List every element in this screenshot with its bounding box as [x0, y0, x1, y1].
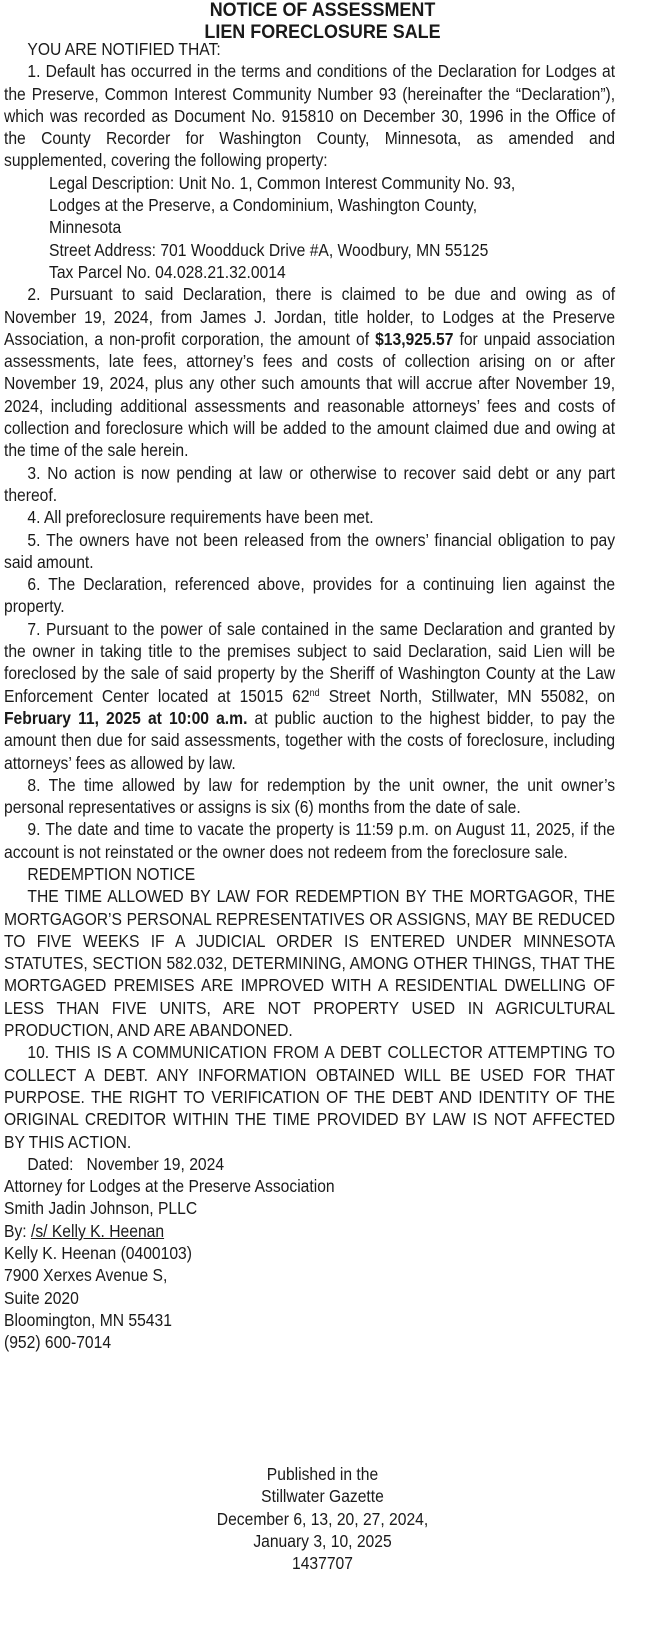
- tax-parcel: Tax Parcel No. 04.028.21.32.0014: [49, 261, 286, 282]
- legal-line: Lodges at the Preserve, a Condominium, Washington County,: [49, 195, 478, 216]
- paragraph-3: 3. No action is now pending at law or otherwise to recover said debt or any part thereof.: [4, 462, 616, 505]
- paragraph-8: 8. The time allowed by law for redemption by the unit owner, the unit owner’s personal representatives or assigns is six (6) months from the date of sale.: [4, 774, 616, 818]
- city-state-zip: Bloomington, MN 55431: [4, 1309, 172, 1330]
- publication-line: Published in the: [266, 1464, 379, 1484]
- publication-info: [32, 1463, 613, 1574]
- legal-line: Legal Description: Unit No. 1, Common Interest Community No. 93,: [49, 172, 516, 193]
- notice-title: [26, 0, 619, 43]
- dated: Dated: November 19, 2024: [27, 1153, 225, 1174]
- p2-text: for unpaid association assessments, late fees, attorney’s fees and costs of collection arising on or after November 19, 2024, plus any other such amounts that will accrue after November 19, 2024, including additional assessments and reasonable attorneys’ fees and costs of collection and foreclosure which will be added to the amount claimed due and owing at the time of the sale herein.: [4, 328, 616, 461]
- paragraph-9: 9. The date and time to vacate the property is 11:59 p.m. on August 11, 2025, if the account is not reinstated or the owner does not redeem from the foreclosure sale.: [4, 819, 616, 862]
- paragraph-6: 6. The Declaration, referenced above, provides for a continuing lien against the property.: [4, 574, 616, 617]
- paragraph-7: [4, 618, 615, 774]
- newspaper-name: Stillwater Gazette: [261, 1486, 384, 1507]
- notice-body: [4, 38, 615, 1354]
- p7-text: at public auction to the highest bidder, to pay the amount then due for said assessments, together with the costs of foreclosure, including attorneys’ fees as allowed by law.: [4, 707, 616, 773]
- redemption-heading: REDEMPTION NOTICE: [27, 863, 196, 884]
- intro: YOU ARE NOTIFIED THAT:: [27, 39, 221, 59]
- address-line-1: 7900 Xerxes Avenue S,: [4, 1265, 168, 1286]
- law-firm: Smith Jadin Johnson, PLLC: [4, 1198, 198, 1219]
- signed-by: [4, 1220, 615, 1242]
- p2-text: 2. Pursuant to said Declaration, there is claimed to be due and owing as of November 19, 2024, from James J. Jordan, title holder, to Lodges at the Preserve Association, a non-profit corporation, the amount of: [4, 284, 616, 349]
- publication-dates: December 6, 13, 20, 27, 2024,: [216, 1508, 429, 1529]
- p7-text: Street North, Stillwater, MN 55082, on: [319, 685, 616, 706]
- attorney-for: Attorney for Lodges at the Preserve Association: [4, 1176, 335, 1197]
- amount-owed: $13,925.57: [375, 328, 454, 349]
- address-line-2: Suite 2020: [4, 1287, 79, 1308]
- by-label: By:: [4, 1220, 31, 1241]
- legal-line: Minnesota: [49, 217, 122, 238]
- phone-number: (952) 600-7014: [4, 1332, 112, 1353]
- notice-id: 1437707: [292, 1553, 353, 1574]
- paragraph-10: 10. THIS IS A COMMUNICATION FROM A DEBT COLLECTOR ATTEMPTING TO COLLECT A DEBT. ANY INFORMATION OBTAINED WILL BE USED FOR THAT PURPOSE. THE RIGHT TO VERIFICATION OF THE DEBT AND IDENTITY OF THE ORIGINAL CREDITOR WITHIN THE TIME PROVIDED BY LAW IS NOT AFFECTED BY THIS ACTION.: [4, 1042, 616, 1152]
- property-description: [49, 172, 615, 283]
- p7-text: 7. Pursuant to the power of sale contained in the same Declaration and granted by the owner in taking title to the premises subject to said Declaration, said Lien will be foreclosed by the sale of said property by the Sheriff of Washington County at the Law Enforcement Center located at 15015 62: [4, 618, 616, 706]
- title-line-1: NOTICE OF ASSESSMENT: [209, 0, 436, 21]
- signature-block: [4, 1175, 615, 1353]
- paragraph-5: 5. The owners have not been released from the owners’ financial obligation to pay said amount.: [4, 529, 616, 572]
- sale-date: February 11, 2025 at 10:00 a.m.: [4, 707, 248, 728]
- paragraph-1: 1. Default has occurred in the terms and conditions of the Declaration for Lodges at the Preserve, Common Interest Community Number 93 (hereinafter the “Declaration”), which was recorded as Document No. 915810 on December 30, 1996 in the Office of the County Recorder for Washington County, Minnesota, as amended and supplemented, covering the following property:: [4, 61, 616, 171]
- paragraph-2: [4, 283, 615, 461]
- paragraph-4: 4. All preforeclosure requirements have been met.: [27, 507, 374, 528]
- publication-dates: January 3, 10, 2025: [253, 1530, 392, 1551]
- signature: /s/ Kelly K. Heenan: [30, 1220, 165, 1241]
- attorney-name: Kelly K. Heenan (0400103): [4, 1243, 192, 1264]
- title-line-2: LIEN FORECLOSURE SALE: [204, 21, 441, 43]
- redemption-notice: THE TIME ALLOWED BY LAW FOR REDEMPTION BY THE MORTGAGOR, THE MORTGAGOR’S PERSONAL REPRESENTATIVES OR ASSIGNS, MAY BE REDUCED TO FIVE WEEKS IF A JUDICIAL ORDER IS ENTERED UNDER MINNESOTA STATUTES, SECTION 582.032, DETERMINING, AMONG OTHER THINGS, THAT THE MORTGAGED PREMISES ARE IMPROVED WITH A RESIDENTIAL DWELLING OF LESS THAN FIVE UNITS, ARE NOT PROPERTY USED IN AGRICULTURAL PRODUCTION, AND ARE ABANDONED.: [4, 886, 616, 1041]
- street-address: Street Address: 701 Woodduck Drive #A, Woodbury, MN 55125: [49, 239, 489, 260]
- ordinal-suffix: nd: [309, 687, 320, 699]
